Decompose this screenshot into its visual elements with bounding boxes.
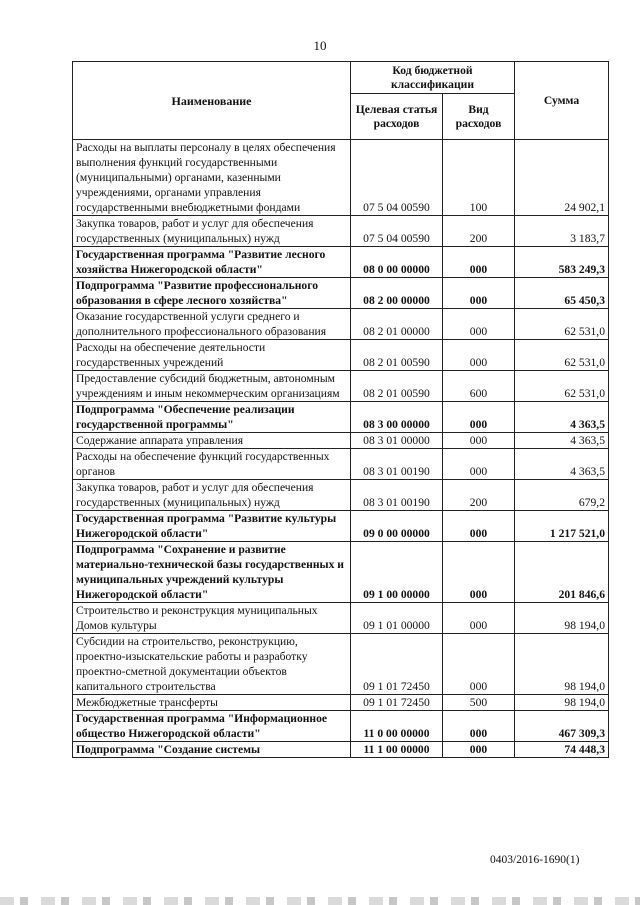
row-expense-type: 000 — [443, 634, 515, 695]
row-name: Государственная программа "Информационное общество Нижегородской области" — [73, 711, 351, 742]
row-name: Предоставление субсидий бюджетным, автономным учреждениям и иным некоммерческим организациям — [73, 371, 351, 402]
table-row — [73, 480, 609, 511]
table-row — [73, 449, 609, 480]
row-amount: 3 183,7 — [515, 216, 609, 247]
row-amount: 62 531,0 — [515, 309, 609, 340]
scan-bottom-edge — [0, 897, 640, 905]
row-amount: 201 846,6 — [515, 542, 609, 603]
row-target-article: 07 5 04 00590 — [351, 140, 443, 216]
row-expense-type: 000 — [443, 711, 515, 742]
table-row — [73, 711, 609, 742]
row-target-article: 09 1 01 72450 — [351, 695, 443, 711]
row-name: Государственная программа "Развитие культуры Нижегородской области" — [73, 511, 351, 542]
header-budget-code-group: Код бюджетной классификации — [351, 62, 515, 94]
header-target-article: Целевая статья расходов — [351, 94, 443, 140]
row-name: Подпрограмма "Создание системы — [73, 742, 351, 758]
row-amount: 62 531,0 — [515, 340, 609, 371]
row-name: Строительство и реконструкция муниципальных Домов культуры — [73, 603, 351, 634]
table-row — [73, 309, 609, 340]
row-amount: 98 194,0 — [515, 603, 609, 634]
page-number: 10 — [313, 38, 327, 53]
row-target-article: 08 3 01 00190 — [351, 449, 443, 480]
row-target-article: 08 3 01 00190 — [351, 480, 443, 511]
row-expense-type: 000 — [443, 402, 515, 433]
row-amount: 4 363,5 — [515, 402, 609, 433]
table-row — [73, 695, 609, 711]
table-row — [73, 742, 609, 758]
row-name: Субсидии на строительство, реконструкцию, проектно-изыскательские работы и разработку проектно-сметной документации объектов капитального строительства — [73, 634, 351, 695]
row-expense-type: 000 — [443, 340, 515, 371]
row-expense-type: 200 — [443, 480, 515, 511]
row-name: Межбюджетные трансферты — [73, 695, 351, 711]
row-name: Расходы на обеспечение деятельности государственных учреждений — [73, 340, 351, 371]
row-target-article: 07 5 04 00590 — [351, 216, 443, 247]
row-target-article: 09 1 01 00000 — [351, 603, 443, 634]
row-target-article: 08 2 00 00000 — [351, 278, 443, 309]
header-expense-type: Вид расходов — [443, 94, 515, 140]
row-name: Подпрограмма "Обеспечение реализации государственной программы" — [73, 402, 351, 433]
row-amount: 98 194,0 — [515, 634, 609, 695]
row-amount: 583 249,3 — [515, 247, 609, 278]
row-name: Закупка товаров, работ и услуг для обеспечения государственных (муниципальных) нужд — [73, 480, 351, 511]
row-target-article: 08 2 01 00000 — [351, 309, 443, 340]
row-amount: 74 448,3 — [515, 742, 609, 758]
row-name: Содержание аппарата управления — [73, 433, 351, 449]
header-amount: Сумма — [515, 62, 609, 140]
table-body — [73, 140, 609, 758]
row-target-article: 09 0 00 00000 — [351, 511, 443, 542]
row-amount: 467 309,3 — [515, 711, 609, 742]
row-expense-type: 000 — [443, 309, 515, 340]
table-row — [73, 433, 609, 449]
table-row — [73, 278, 609, 309]
table-row — [73, 140, 609, 216]
row-amount: 4 363,5 — [515, 449, 609, 480]
table-row — [73, 247, 609, 278]
table-row — [73, 603, 609, 634]
row-target-article: 08 0 00 00000 — [351, 247, 443, 278]
row-amount: 679,2 — [515, 480, 609, 511]
row-target-article: 08 3 00 00000 — [351, 402, 443, 433]
table-row — [73, 371, 609, 402]
row-name: Закупка товаров, работ и услуг для обеспечения государственных (муниципальных) нужд — [73, 216, 351, 247]
row-amount: 65 450,3 — [515, 278, 609, 309]
row-amount: 1 217 521,0 — [515, 511, 609, 542]
row-expense-type: 000 — [443, 278, 515, 309]
row-target-article: 11 1 00 00000 — [351, 742, 443, 758]
row-name: Оказание государственной услуги среднего и дополнительного профессионального образования — [73, 309, 351, 340]
row-amount: 24 902,1 — [515, 140, 609, 216]
row-expense-type: 100 — [443, 140, 515, 216]
row-expense-type: 000 — [443, 247, 515, 278]
table-row — [73, 634, 609, 695]
row-name: Расходы на обеспечение функций государственных органов — [73, 449, 351, 480]
row-expense-type: 500 — [443, 695, 515, 711]
table-row — [73, 511, 609, 542]
row-target-article: 08 2 01 00590 — [351, 340, 443, 371]
table-row — [73, 542, 609, 603]
row-expense-type: 000 — [443, 449, 515, 480]
header-name: Наименование — [73, 62, 351, 140]
row-amount: 4 363,5 — [515, 433, 609, 449]
table-row — [73, 216, 609, 247]
row-amount: 98 194,0 — [515, 695, 609, 711]
row-name: Подпрограмма "Сохранение и развитие материально-технической базы государственных и муниципальных учреждений культуры Нижегородской области" — [73, 542, 351, 603]
row-name: Государственная программа "Развитие лесного хозяйства Нижегородской области" — [73, 247, 351, 278]
row-target-article: 09 1 01 72450 — [351, 634, 443, 695]
row-expense-type: 000 — [443, 542, 515, 603]
row-expense-type: 000 — [443, 603, 515, 634]
row-amount: 62 531,0 — [515, 371, 609, 402]
row-expense-type: 200 — [443, 216, 515, 247]
budget-table — [72, 61, 609, 758]
document-reference: 0403/2016-1690(1) — [490, 854, 580, 866]
row-name: Подпрограмма "Развитие профессионального образования в сфере лесного хозяйства" — [73, 278, 351, 309]
row-name: Расходы на выплаты персоналу в целях обеспечения выполнения функций государственными (муниципальными) органами, казенными учреждениями, органами управления государственными внебюджетными фондами — [73, 140, 351, 216]
table-row — [73, 340, 609, 371]
row-target-article: 11 0 00 00000 — [351, 711, 443, 742]
row-expense-type: 000 — [443, 742, 515, 758]
row-target-article: 09 1 00 00000 — [351, 542, 443, 603]
row-target-article: 08 3 01 00000 — [351, 433, 443, 449]
row-target-article: 08 2 01 00590 — [351, 371, 443, 402]
row-expense-type: 000 — [443, 511, 515, 542]
row-expense-type: 000 — [443, 433, 515, 449]
table-row — [73, 402, 609, 433]
row-expense-type: 600 — [443, 371, 515, 402]
